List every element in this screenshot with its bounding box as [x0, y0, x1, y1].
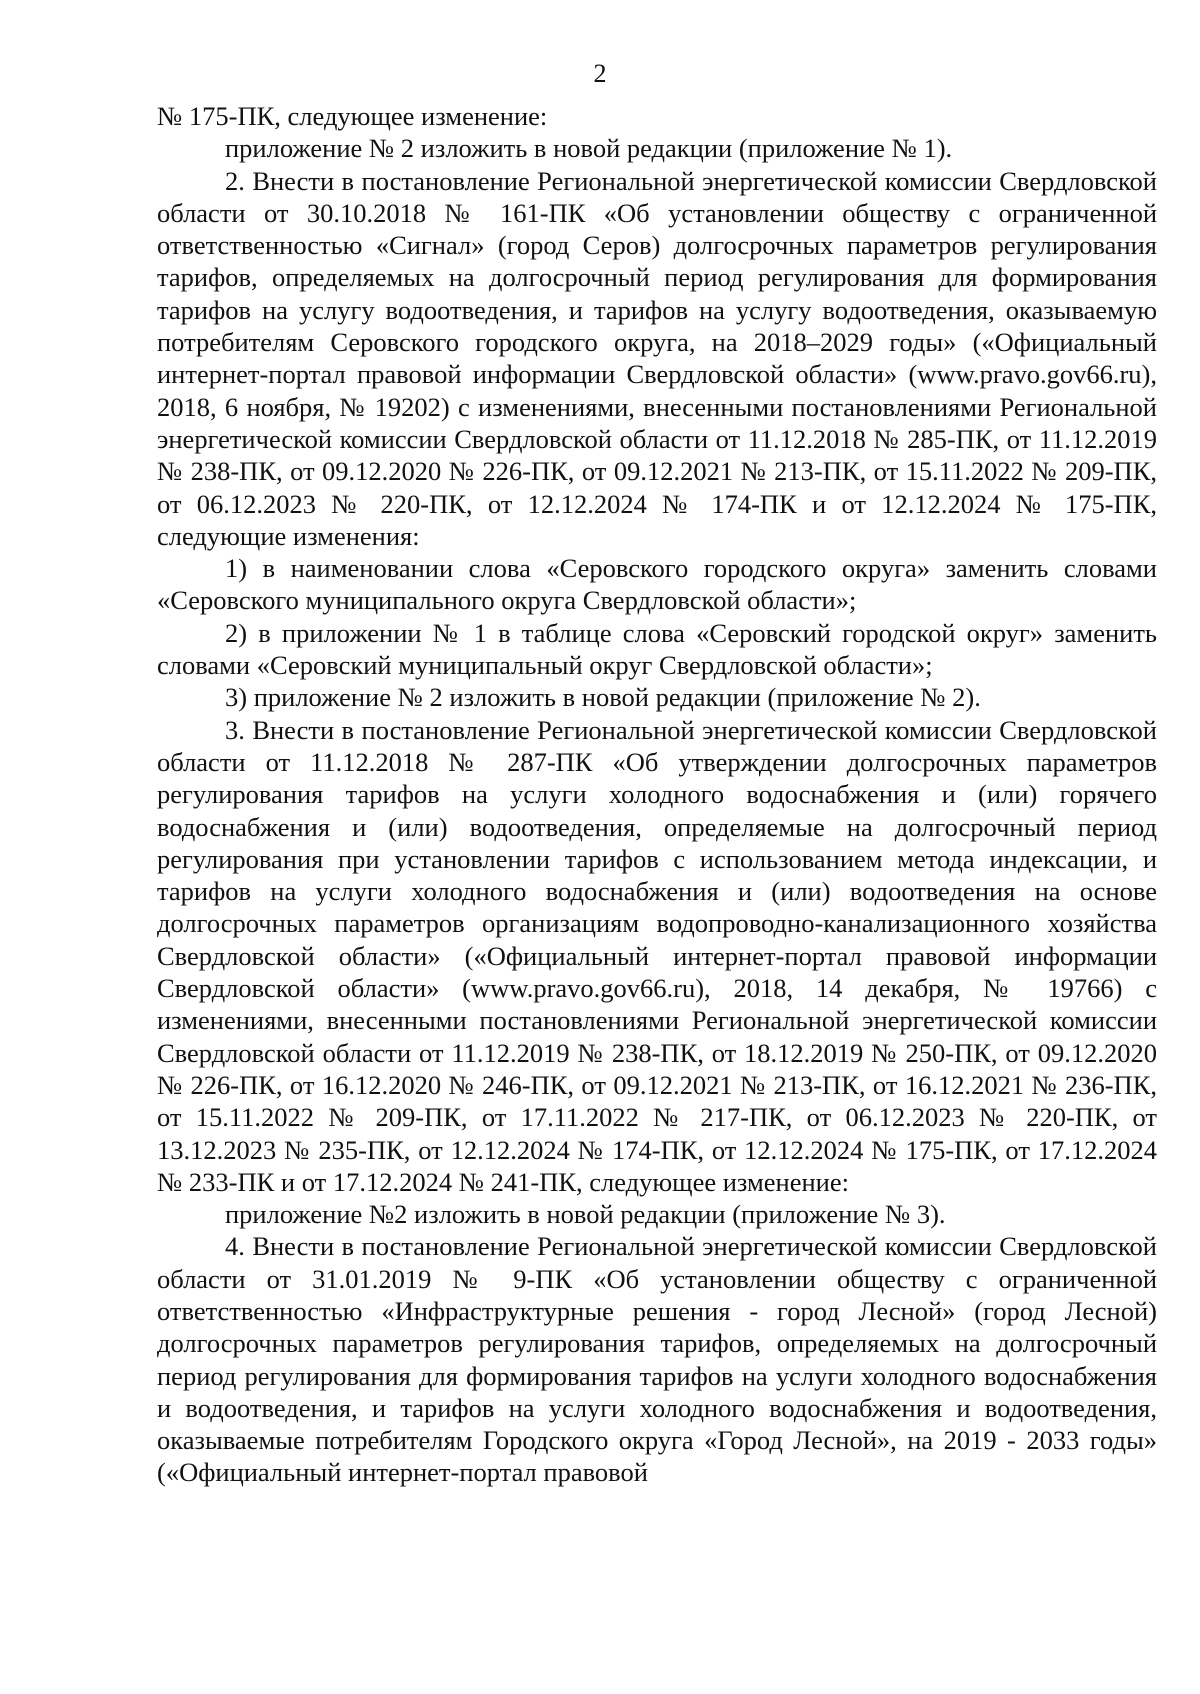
paragraph-item-3: 3. Внести в постановление Региональной энергетической комиссии Свердловской области от 11.12.2018 № 287-ПК «Об утверждении долгосрочных параметров регулирования тарифов на услуги холодного водоснабжения и (или) горячего водоснабжения и (или) водоотведения, определяемые на долгосрочный период регулирования при установлении тарифов с использованием метода индексации, и тарифов на услуги холодного водоснабжения и (или) водоотведения на основе долгосрочных параметров организациям водопроводно-канализационного хозяйства Свердловской области» («Официальный интернет-портал правовой информации Свердловской области» (www.pravo.gov66.ru), 2018, 14 декабря, № 19766) с изменениями, внесенными постановлениями Региональной энергетической комиссии Свердловской области от 11.12.2019 № 238-ПК, от 18.12.2019 № 250-ПК, от 09.12.2020 № 226-ПК, от 16.12.2020 № 246-ПК, от 09.12.2021 № 213-ПК, от 16.12.2021 № 236-ПК, от 15.11.2022 № 209-ПК, от 17.11.2022 № 217-ПК, от 06.12.2023 № 220-ПК, от 13.12.2023 № 235-ПК, от 12.12.2024 № 174-ПК, от 12.12.2024 № 175-ПК, от 17.12.2024 № 233-ПК и от 17.12.2024 № 241-ПК, следующее изменение:: [157, 714, 1157, 1197]
paragraph-item-4: 4. Внести в постановление Региональной энергетической комиссии Свердловской области от 31.01.2019 № 9-ПК «Об установлении обществу с ограниченной ответственностью «Инфраструктурные решения - город Лесной» (город Лесной) долгосрочных параметров регулирования тарифов, определяемых на долгосрочный период регулирования для формирования тарифов на услуги холодного водоснабжения и водоотведения, и тарифов на услуги холодного водоснабжения и водоотведения, оказываемые потребителям Городского округа «Город Лесной», на 2019 - 2033 годы» («Официальный интернет-портал правовой: [157, 1231, 1157, 1488]
document-body: [157, 100, 1157, 1489]
paragraph-item-2: 2. Внести в постановление Региональной энергетической комиссии Свердловской области от 30.10.2018 № 161-ПК «Об установлении обществу с ограниченной ответственностью «Сигнал» (город Серов) долгосрочных параметров регулирования тарифов, определяемых на долгосрочный период регулирования для формирования тарифов на услугу водоотведения, и тарифов на услугу водоотведения, оказываемую потребителям Серовского городского округа, на 2018–2029 годы» («Официальный интернет-портал правовой информации Свердловской области» (www.pravo.gov66.ru), 2018, 6 ноября, № 19202) с изменениями, внесенными постановлениями Региональной энергетической комиссии Свердловской области от 11.12.2018 № 285-ПК, от 11.12.2019 № 238-ПК, от 09.12.2020 № 226-ПК, от 09.12.2021 № 213-ПК, от 15.11.2022 № 209-ПК, от 06.12.2023 № 220-ПК, от 12.12.2024 № 174-ПК и от 12.12.2024 № 175-ПК, следующие изменения:: [157, 165, 1157, 551]
paragraph-appendix-1: приложение № 2 изложить в новой редакции (приложение № 1).: [225, 133, 953, 164]
page-number: 2: [593, 59, 607, 88]
paragraph-item-2-1: 1) в наименовании слова «Серовского городского округа» заменить словами «Серовского муниципального округа Свердловской области»;: [157, 553, 1157, 616]
paragraph-item-2-2: 2) в приложении № 1 в таблице слова «Серовский городской округ» заменить словами «Серовский муниципальный округ Свердловской области»;: [157, 617, 1157, 681]
paragraph-item-2-3: 3) приложение № 2 изложить в новой редакции (приложение № 2).: [225, 682, 981, 713]
paragraph-continuation: № 175-ПК, следующее изменение:: [157, 101, 548, 131]
paragraph-appendix-3: приложение №2 изложить в новой редакции (приложение № 3).: [225, 1199, 946, 1230]
